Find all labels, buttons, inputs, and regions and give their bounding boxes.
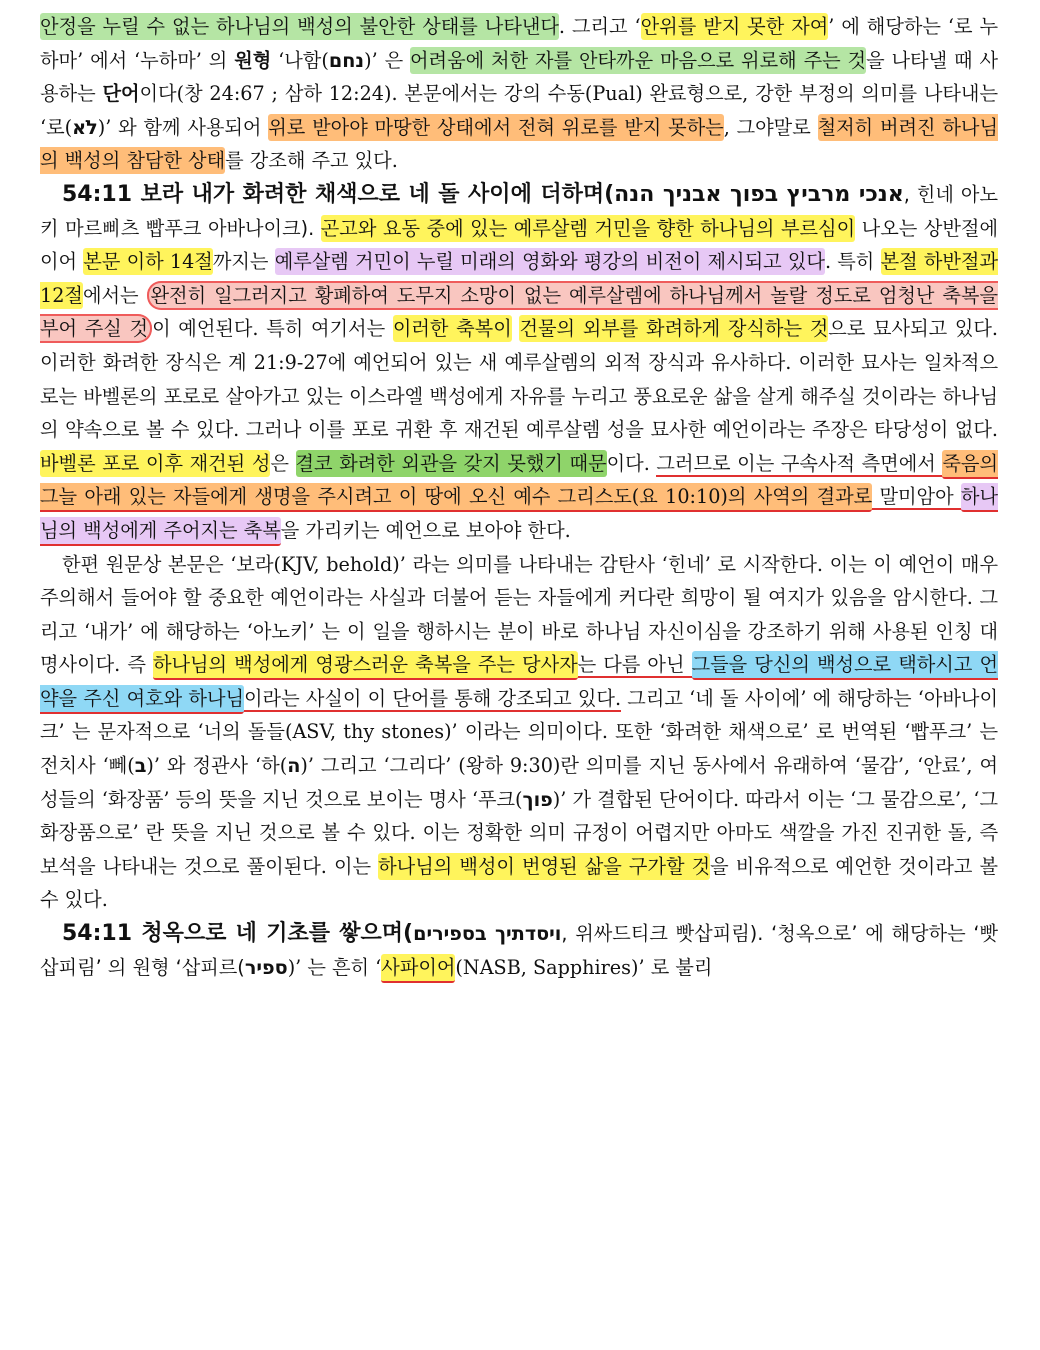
text-run: 그리고 ‘네 돌 사이에’ 에 해당하는 ‘아바나이크’ 는 문자적으로 ‘너의 돌들(ASV, thy stones)’ 이라는 의미이다. 또한 ‘화려한 채색으로’ 로 번역된 ‘빱푸크’ 는 전치사 ‘뻬( <box>40 686 998 778</box>
hebrew-letter: ב <box>134 754 147 778</box>
highlight-yellow: 본문 이하 14절 <box>83 250 213 274</box>
text-run: 을 나타낼 때 사용하는 <box>40 48 998 106</box>
text-run: ‘나함( <box>271 48 329 72</box>
highlight-yellow: 바벨론 포로 이후 재건된 성 <box>40 451 271 475</box>
text-run: . 특히 <box>824 250 881 274</box>
highlight-green: 안정을 누릴 수 없는 하나님의 백성의 불안한 상태를 나타낸다 <box>40 15 559 38</box>
hebrew-word: לֹא <box>72 115 98 139</box>
text-run: (NASB, Sapphires)’ 로 불리 <box>455 955 713 979</box>
highlight-yellow: 본절 하반절과 12절 <box>40 250 998 307</box>
underline-red: 그러므로 이는 구속사적 측면에서 <box>656 451 943 475</box>
paragraph-verse-54-11-b <box>40 917 998 984</box>
paragraph-hinne <box>40 548 998 918</box>
highlight-yellow: 사파이어 <box>381 954 455 983</box>
highlight-orange: 위로 받아야 마땅한 상태에서 전혀 위로를 받지 못하는 <box>268 115 724 139</box>
paragraph-verse-54-11-a <box>40 178 998 548</box>
highlight-yellow: 이러한 축복이 <box>392 317 512 341</box>
text-run: 까지는 <box>212 250 275 274</box>
text-run: ’ 에 해당하는 ‘로 누하마’ 에서 ‘누하마’ 의 <box>40 15 998 72</box>
verse-heading: 54:11 보라 내가 화려한 채색으로 네 돌 사이에 더하며( <box>62 181 615 207</box>
transliteration: , 위싸드티크 빳삽피림). ‘청옥으로’ 에 해당하는 ‘빳삽피림’ 의 원형 ‘삽피르( <box>40 922 998 979</box>
text-run: 을 가리키는 예언으로 보아야 한다. <box>280 518 571 542</box>
text-run: 이 예언된다. 특히 여기서는 <box>152 317 393 341</box>
text-run: . 그리고 ‘ <box>558 15 641 38</box>
text-run: )’ 는 흔히 ‘ <box>287 955 382 979</box>
text-run: )’ 와 정관사 ‘하( <box>146 754 288 778</box>
hebrew-verse: ויסדתיך בספירים <box>413 922 562 946</box>
highlight-yellow: 하나님의 백성이 번영된 삶을 구가할 것 <box>378 854 711 878</box>
highlight-green: 어려움에 처한 자를 안타까운 마음으로 위로해 주는 것 <box>410 48 867 72</box>
text-run: 을 비유적으로 예언한 것이라고 볼 수 있다. <box>40 854 999 912</box>
hebrew-letter: ה <box>287 754 301 778</box>
text-run: )’ 와 함께 사용되어 <box>97 115 269 139</box>
hebrew-verse: אנכי מרביץ בפוך אבניך הנה <box>614 181 904 207</box>
highlight-yellow: 건물의 외부를 화려하게 장식하는 것 <box>519 317 829 341</box>
highlight-purple: 하나님의 백성에게 주어지는 축복 <box>40 483 998 546</box>
highlight-yellow: 하나님의 백성에게 영광스러운 축복을 주는 당사자 <box>153 651 578 680</box>
bold-term: 원형 <box>234 48 272 72</box>
text-run: )’ 가 결합된 단어이다. 따라서 이는 ‘그 물감으로’, ‘그 화장품으로’ 란 뜻을 지닌 것으로 볼 수 있다. 이는 정확한 의미 규정이 어렵지만 아마도 색깔을 가진 진귀한 돌, 즉 보석을 나타내는 것으로 풀이된다. 이는 <box>40 787 998 878</box>
text-run: 은 <box>270 451 296 475</box>
underline-red: 이라는 사실이 이 단어를 통해 강조되고 있다. <box>244 686 622 710</box>
highlight-pink-circled: 완전히 일그러지고 황폐하여 도무지 소망이 없는 예루살렘에 하나님께서 놀랄 정도로 엄청난 축복을 부어 주실 것 <box>40 281 998 344</box>
hebrew-word: פוך <box>522 787 553 811</box>
text-run: 으로 묘사되고 있다. 이러한 화려한 장식은 계 21:9-27에 예언되어 있는 새 예루살렘의 외적 장식과 유사하다. 이러한 묘사는 일차적으로는 바벨론의 포로로 살아가고 있는 이스라엘 백성에게 자유를 누리고 풍요로운 삶을 살게 해주실 것이라는 하나님의 약속으로 볼 수 있다. 그러나 이를 포로 귀환 후 재건된 예루살렘 성을 묘사한 예언이라는 주장은 타당성이 없다. <box>40 317 998 442</box>
text-run: 나오는 상반절에 이어 <box>40 216 998 274</box>
highlight-purple: 예루살렘 거민이 누릴 미래의 영화와 평강의 비전이 제시되고 있다 <box>274 250 825 274</box>
text-run: )’ 은 <box>364 48 410 72</box>
highlight-yellow: 안위를 받지 못한 자여 <box>640 15 829 38</box>
highlight-blue: 그들을 당신의 백성으로 택하시고 언약을 주신 여호와 하나님 <box>40 651 998 714</box>
highlight-orange: 죽음의 그늘 아래 있는 자들에게 생명을 주시려고 이 땅에 오신 예수 그리스도(요 10:10)의 사역의 결과로 <box>40 450 998 513</box>
transliteration: , 힌네 아노키 마르삐츠 빱푸크 아바나이크). <box>40 182 998 240</box>
paragraph-comfort <box>40 10 998 178</box>
text-run: 이다(창 24:67 ; 삼하 12:24). 본문에서는 강의 수동(Pual) 완료형으로, 강한 부정의 의미를 나타내는 ‘로( <box>40 82 998 139</box>
highlight-green: 결코 화려한 외관을 갖지 못했기 때문 <box>295 451 607 475</box>
bold-term: 단어 <box>102 82 140 106</box>
underline-red: 는 다름 아닌 <box>577 653 692 677</box>
highlight-orange: 철저히 버려진 하나님의 백성의 참담한 상태 <box>40 115 998 173</box>
text-run: 이다. <box>606 451 657 475</box>
verse-heading: 54:11 청옥으로 네 기초를 쌓으며( <box>62 921 414 947</box>
text-run: 에서는 <box>82 283 147 307</box>
text-run: )’ 그리고 ‘그리다’ (왕하 9:30)란 의미를 지닌 동사에서 유래하여 ‘물감’, ‘안료’, 여성들의 ‘화장품’ 등의 뜻을 지닌 것으로 보이는 명사 ‘푸크( <box>40 754 998 811</box>
text-run: 한편 원문상 본문은 ‘보라(KJV, behold)’ 라는 의미를 나타내는 감탄사 ‘힌네’ 로 시작한다. 이는 이 예언이 매우 주의해서 들어야 할 중요한 예언이라는 사실과 더불어 듣는 자들에게 커다란 희망이 될 여지가 있음을 암시한다. 그리고 ‘내가’ 에 해당하는 ‘아노키’ 는 이 일을 행하시는 분이 바로 하나님 자신이심을 강조하기 위해 사용된 인칭 대명사이다. 즉 <box>40 552 998 677</box>
hebrew-word: נחם <box>328 48 365 72</box>
hebrew-word: ספיר <box>244 955 288 979</box>
highlight-yellow: 곤고와 요동 중에 있는 예루살렘 거민을 향한 하나님의 부르심이 <box>320 216 856 240</box>
text-run: , 그야말로 <box>723 115 818 139</box>
underline-red: 말미암아 <box>872 485 961 509</box>
text-run: 를 강조해 주고 있다. <box>225 149 398 173</box>
